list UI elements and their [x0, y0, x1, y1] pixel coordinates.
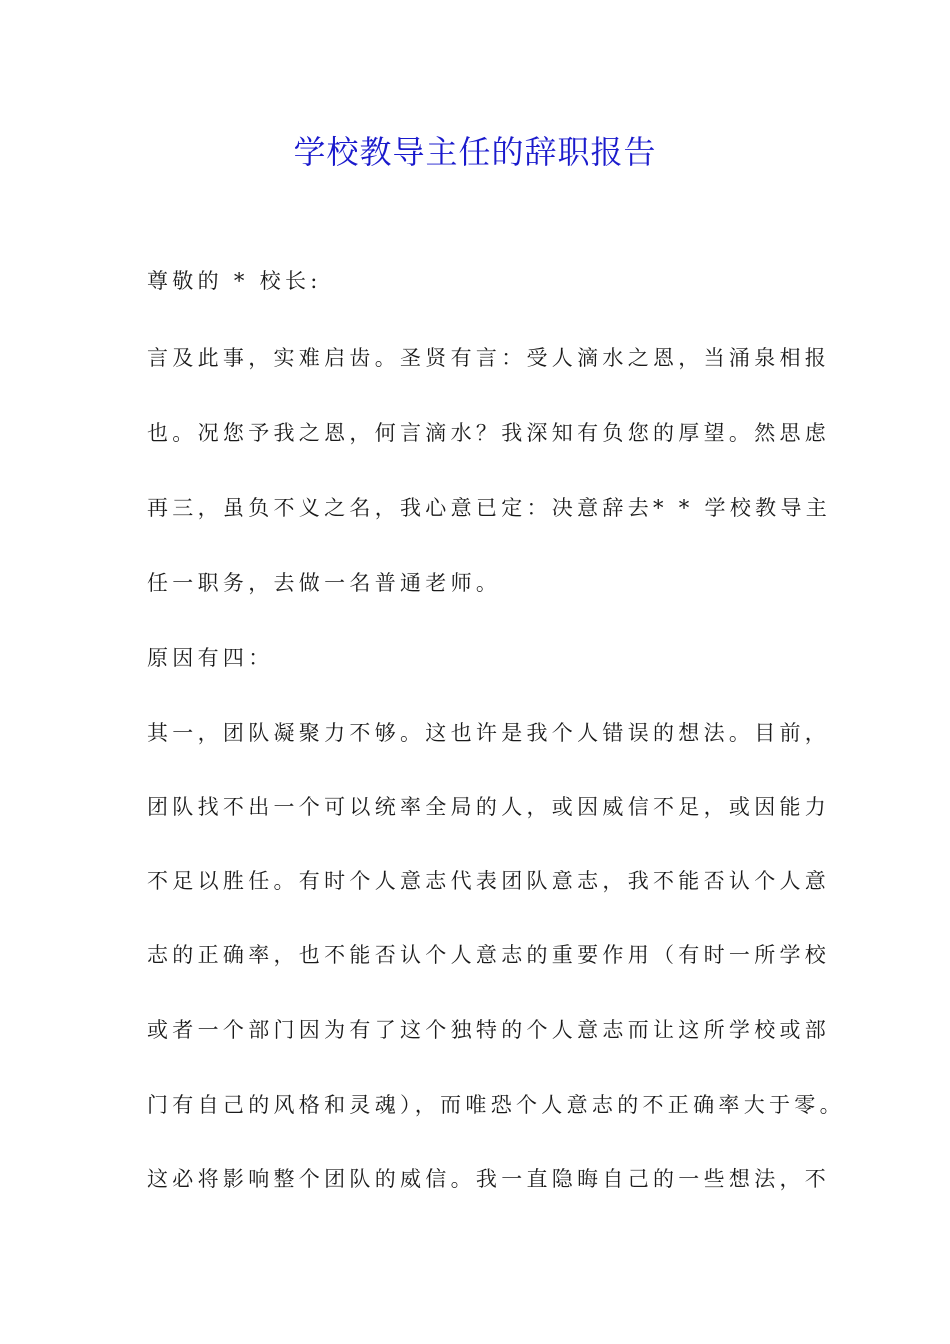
body-line: 其一，团队凝聚力不够。这也许是我个人错误的想法。目前，: [147, 721, 831, 745]
document-title: 学校教导主任的辞职报告: [293, 133, 657, 171]
body-line: 志的正确率，也不能否认个人意志的重要作用（有时一所学校: [147, 943, 831, 967]
body-line: 这必将影响整个团队的威信。我一直隐晦自己的一些想法，不: [147, 1167, 831, 1191]
body-line: 不足以胜任。有时个人意志代表团队意志，我不能否认个人意: [147, 869, 831, 893]
body-line: 或者一个部门因为有了这个独特的个人意志而让这所学校或部: [147, 1018, 831, 1042]
body-line: 任一职务，去做一名普通老师。: [147, 571, 502, 595]
body-line: 原因有四：: [147, 646, 274, 670]
body-line: 言及此事，实难启齿。圣贤有言：受人滴水之恩，当涌泉相报: [147, 346, 831, 370]
salutation-line: 尊敬的 * 校长:: [147, 269, 322, 293]
body-line: 门有自己的风格和灵魂），而唯恐个人意志的不正确率大于零。: [147, 1093, 845, 1117]
body-line: 再三，虽负不义之名，我心意已定：决意辞去* * 学校教导主: [147, 496, 832, 520]
body-line: 团队找不出一个可以统率全局的人，或因威信不足，或因能力: [147, 795, 831, 819]
body-line: 也。况您予我之恩，何言滴水？我深知有负您的厚望。然思虑: [147, 421, 831, 445]
